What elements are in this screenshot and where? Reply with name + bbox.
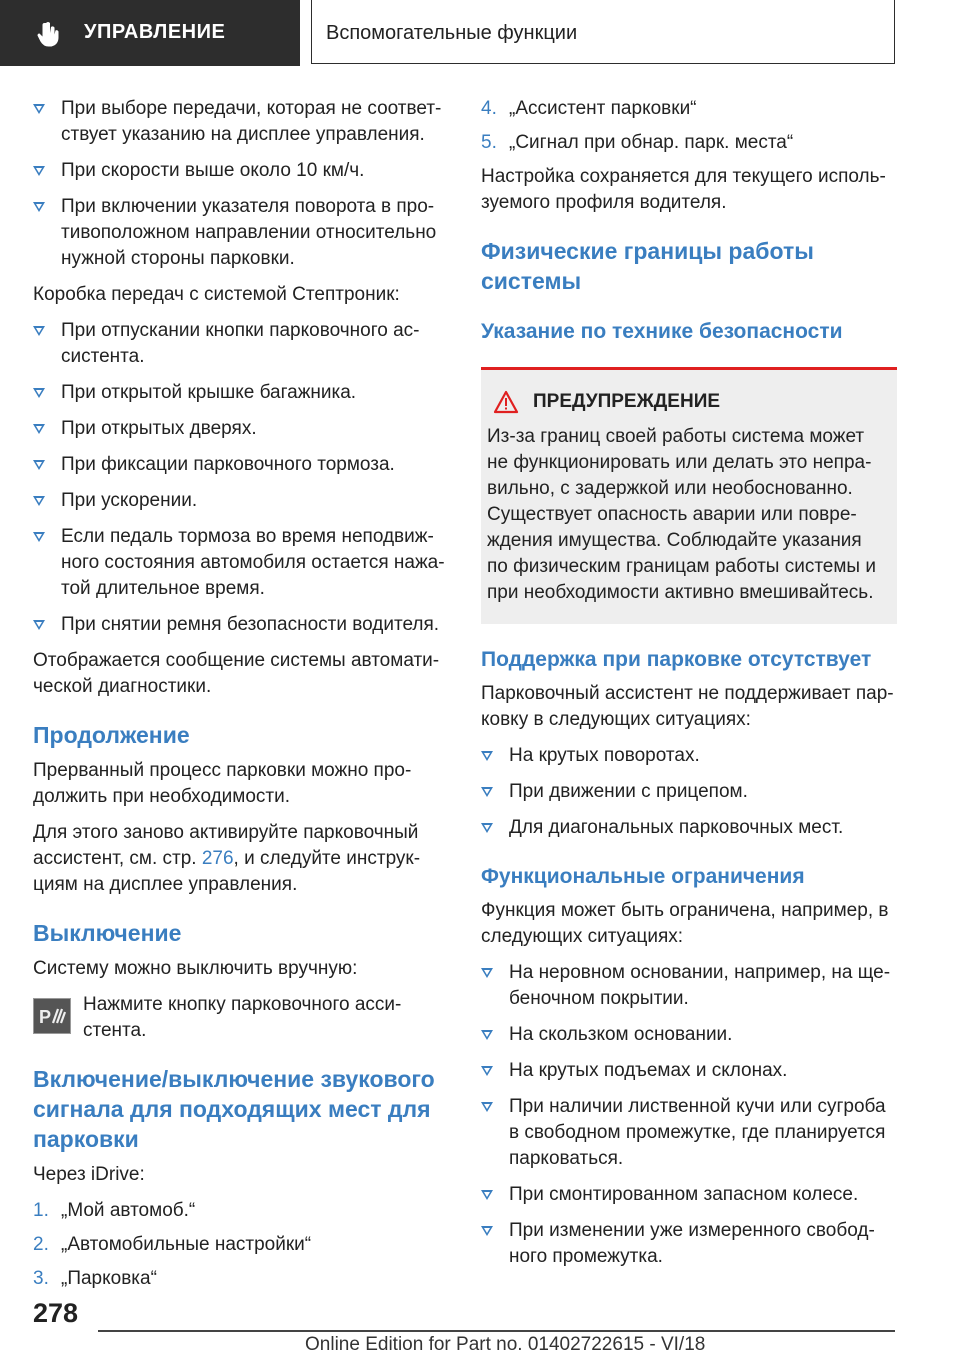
list-item: 3. „Парковка“: [33, 1268, 157, 1289]
list-item: На скользком основании.: [481, 1022, 897, 1048]
warning-box: [481, 367, 897, 624]
list-item: 5. „Сигнал при обнар. парк. места“: [481, 132, 794, 153]
triangle-bullet-icon: [33, 104, 45, 114]
list-item: Для диагональных парковочных мест.: [481, 815, 897, 841]
triangle-bullet-icon: [33, 166, 45, 176]
heading-off: Выключение: [33, 920, 182, 946]
triangle-bullet-icon: [33, 620, 45, 630]
heading-limits: Физические границы работы системы: [481, 238, 814, 294]
triangle-bullet-icon: [33, 388, 45, 398]
triangle-bullet-icon: [33, 424, 45, 434]
triangle-bullet-icon: [33, 326, 45, 336]
list-item: На крутых подъемах и склонах.: [481, 1058, 897, 1084]
list-item: При наличии лиственной кучи или сугроба в свободном промежутке, где планируется парковаться.: [481, 1094, 897, 1172]
paragraph: Функция может быть ограничена, например, в следующих ситуациях:: [481, 900, 889, 947]
paragraph: Нажмите кнопку парковочного асси-стента.: [83, 994, 402, 1041]
triangle-bullet-icon: [481, 1190, 493, 1200]
heading-sound: Включение/выключение звукового сигнала для подходящих мест для парковки: [33, 1066, 435, 1152]
heading-safety: Указание по технике безопасности: [481, 320, 843, 343]
heading-continue: Продолжение: [33, 722, 190, 748]
list-item: При отпускании кнопки парковочного ас-систента.: [33, 318, 453, 370]
numbered-list: [33, 1198, 453, 1292]
triangle-bullet-icon: [481, 968, 493, 978]
list-item: При фиксации парковочного тормоза.: [33, 452, 453, 478]
page-link[interactable]: 276: [201, 848, 234, 869]
park-assist-button-icon: [33, 998, 71, 1034]
edition-text: Online Edition for Part no. 01402722615 - VI/18: [305, 1334, 706, 1355]
paragraph: Для этого заново активируйте парковочный ассистент, см. стр. 276, и следуйте инструк-циям на дисплее управления.: [33, 822, 421, 895]
heading-func-limits: Функциональные ограничения: [481, 865, 805, 888]
list-item: При ускорении.: [33, 488, 453, 514]
numbered-list: [481, 96, 897, 156]
bullet-list: [481, 743, 897, 841]
list-item: На крутых поворотах.: [481, 743, 897, 769]
chapter-tab: [311, 0, 895, 64]
heading-nosupport: Поддержка при парковке отсутствует: [481, 648, 872, 671]
list-item: При изменении уже измеренного свобод-ного промежутка.: [481, 1218, 897, 1270]
section-tab: [0, 0, 300, 66]
section-title: УПРАВЛЕНИЕ: [84, 21, 226, 43]
triangle-bullet-icon: [481, 787, 493, 797]
paragraph: Прерванный процесс парковки можно про-должить при необходимости.: [33, 760, 412, 807]
list-item: При открытой крышке багажника.: [33, 380, 453, 406]
page-header: [0, 0, 960, 66]
triangle-bullet-icon: [481, 1102, 493, 1112]
triangle-bullet-icon: [481, 1066, 493, 1076]
hand-icon: [36, 20, 64, 48]
list-item: При скорости выше около 10 км/ч.: [33, 158, 453, 184]
triangle-bullet-icon: [33, 496, 45, 506]
paragraph: Коробка передач с системой Стептроник:: [33, 284, 400, 305]
warning-text: Из-за границ своей работы система может не функционировать или делать это непра-вильно, с задержкой или необоснованно. Существует опасность аварии или повре-ждения имущества. Соблюдайте указания по физическим границам работы системы и при необходимости активно вмешивайтесь.: [487, 426, 876, 603]
triangle-bullet-icon: [481, 823, 493, 833]
left-column: [33, 96, 453, 1300]
bullet-list: [33, 318, 453, 638]
footer-divider: [98, 1330, 895, 1332]
list-item: На неровном основании, например, на ще-беночном покрытии.: [481, 960, 897, 1012]
paragraph: Через iDrive:: [33, 1164, 145, 1185]
triangle-bullet-icon: [481, 1030, 493, 1040]
list-item: При снятии ремня безопасности водителя.: [33, 612, 453, 638]
warning-triangle-icon: [493, 390, 519, 414]
bullet-list: [33, 96, 453, 272]
chapter-title: Вспомогательные функции: [326, 22, 578, 44]
list-item: При движении с прицепом.: [481, 779, 897, 805]
triangle-bullet-icon: [481, 751, 493, 761]
paragraph: Настройка сохраняется для текущего исполь-зуемого профиля водителя.: [481, 166, 886, 213]
triangle-bullet-icon: [481, 1226, 493, 1236]
list-item: При открытых дверях.: [33, 416, 453, 442]
icon-instruction: [33, 992, 453, 1044]
list-item: 4. „Ассистент парковки“: [481, 98, 697, 119]
list-item: При смонтированном запасном колесе.: [481, 1182, 897, 1208]
list-item: Если педаль тормоза во время неподвиж-ного состояния автомобиля остается нажа-той длительное время.: [33, 524, 453, 602]
list-item: 2. „Автомобильные настройки“: [33, 1234, 312, 1255]
list-item: 1. „Мой автомоб.“: [33, 1200, 196, 1221]
list-item: При выборе передачи, которая не соответ-ствует указанию на дисплее управления.: [33, 96, 453, 148]
triangle-bullet-icon: [33, 460, 45, 470]
page-number: 278: [33, 1298, 79, 1328]
right-column: [481, 96, 897, 1280]
paragraph: Систему можно выключить вручную:: [33, 958, 358, 979]
triangle-bullet-icon: [33, 532, 45, 542]
triangle-bullet-icon: [33, 202, 45, 212]
paragraph: Парковочный ассистент не поддерживает пар-ковку в следующих ситуациях:: [481, 683, 894, 730]
paragraph: Отображается сообщение системы автомати-ческой диагностики.: [33, 650, 440, 697]
svg-text:P: P: [39, 1007, 52, 1027]
list-item: При включении указателя поворота в про-тивоположном направлении относительно нужной стороны парковки.: [33, 194, 453, 272]
warning-title: ПРЕДУПРЕЖДЕНИЕ: [533, 391, 721, 412]
bullet-list: [481, 960, 897, 1270]
